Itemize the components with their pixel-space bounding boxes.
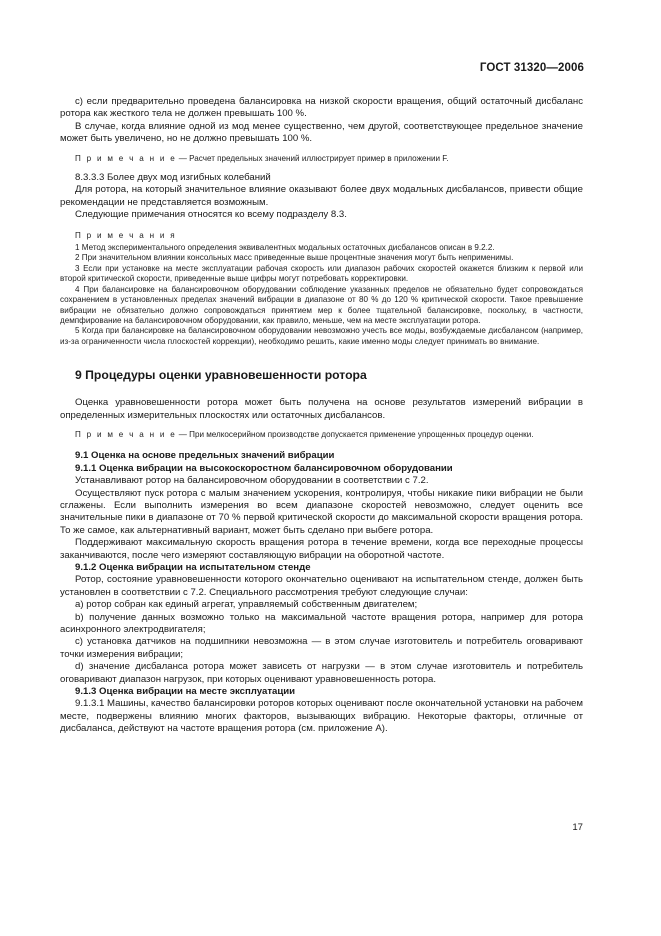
note (60, 154, 583, 164)
list-item-b: b) получение данных возможно только на максимальной частоте вращения ротора, например для ротора асинхронного электродвигателя; (60, 611, 583, 636)
subsection-heading-9-1-2: 9.1.2 Оценка вибрации на испытательном стенде (75, 562, 311, 573)
paragraph: 9.1.3.1 Машины, качество балансировки роторов которых оценивают после окончательной установки на рабочем месте, подвержены влиянию многих факторов, вызывающих вибрацию. Некоторые факторы, отличные от дисбаланса, действуют на частоте вращения ротора (см. приложение А). (60, 698, 583, 735)
note-text: — При мелкосерийном производстве допускается применение упрощенных процедур оценки. (176, 429, 534, 439)
paragraph: В случае, когда влияние одной из мод менее существенно, чем другой, соответствующее предельное значение может быть увеличено, но не должно превышать 100 %. (60, 120, 583, 145)
subsection-heading-9-1-1: 9.1.1 Оценка вибрации на высокоскоростном балансировочном оборудовании (75, 462, 453, 474)
paragraph: Устанавливают ротор на балансировочном оборудовании в соответствии с 7.2. (75, 475, 429, 487)
paragraph: Для ротора, на который значительное влияние оказывают более двух модальных дисбалансов, привести общие рекомендации не представляется возможным. (60, 184, 583, 208)
paragraph: Осуществляют пуск ротора с малым значением ускорения, контролируя, чтобы никакие пики вибрации не были сглажены. Если выполнить измерения во всем диапазоне скоростей невозможно, следует оценить все значительные пики в диапазоне от 70 % первой критической скорости до максимальной скорости вращения ротора. То же самое, как альтернативный вариант, может быть сделано при выбеге ротора. (60, 487, 583, 536)
list-item-d: d) значение дисбаланса ротора может зависеть от нагрузки — в этом случае изготовитель и потребитель оговаривают диапазон нагрузок, при которых оценивают уравновешенность ротора. (60, 661, 583, 685)
note-text: — Расчет предельных значений иллюстрирует пример в приложении F. (176, 153, 449, 163)
subsection-heading-9-1: 9.1 Оценка на основе предельных значений вибрации (75, 450, 335, 462)
note-5: 5 Когда при балансировке на балансировочном оборудовании невозможно учесть все моды, возбуждаемые дисбалансом (например, из-за ограниченности числа плоскостей коррекции), необходимо решить, какие именно моды следует принимать во внимание. (60, 326, 583, 346)
page-number: 17 (572, 822, 583, 833)
paragraph: Поддерживают максимальную скорость вращения ротора в течение времени, когда все переходные процессы заканчиваются, после чего измеряют составляющую вибрации на оборотной частоте. (60, 537, 583, 561)
paragraph-c: с) если предварительно проведена балансировка на низкой скорости вращения, общий остаточный дисбаланс ротора как жесткого тела не должен превышать 100 %. (60, 96, 583, 120)
note-3: 3 Если при установке на месте эксплуатации рабочая скорость или диапазон рабочих скоростей окажется близким к первой или второй критической скорости, приведенные выше цифры могут потребовать корректировки. (60, 263, 583, 284)
section-heading-9: 9 Процедуры оценки уравновешенности ротора (75, 368, 367, 383)
subsection-heading-8-3-3-3: 8.3.3.3 Более двух мод изгибных колебаний (75, 172, 271, 184)
paragraph: Следующие примечания относятся ко всему подразделу 8.3. (75, 209, 347, 221)
note-4: 4 При балансировке на балансировочном оборудовании соблюдение указанных пределов не обязательно будет сопровождаться сохранением в установленных пределах значений вибрации в диапазоне от 80 % до 120 % критической скорости. Такое превышение вибрации не обязательно должно сопровождаться принятием мер к более тщательной балансировке, поскольку, в частности, демпфирование на балансировочном оборудовании, как правило, меньше, чем на месте эксплуатации ротора. (60, 284, 583, 325)
note-label: П р и м е ч а н и е (75, 429, 177, 439)
note-1: 1 Метод экспериментального определения эквивалентных модальных остаточных дисбалансов описан в 9.2.2. (75, 243, 495, 253)
paragraph: Ротор, состояние уравновешенности которого окончательно оценивают на испытательном стенде, должен быть установлен в соответствии с 7.2. Специального рассмотрения требуют следующие случаи: (60, 574, 583, 598)
note-2: 2 При значительном влиянии консольных масс приведенные выше процентные значения могут быть неприменимы. (75, 253, 514, 263)
list-item-a: а) ротор собран как единый агрегат, управляемый собственным двигателем; (75, 599, 418, 611)
subsection-heading-9-1-3: 9.1.3 Оценка вибрации на месте эксплуатации (75, 686, 296, 698)
page-content (60, 96, 583, 736)
standard-header: ГОСТ 31320—2006 (479, 62, 584, 74)
note (60, 430, 583, 440)
note-label: П р и м е ч а н и е (75, 153, 177, 163)
notes-label: П р и м е ч а н и я (75, 230, 177, 240)
list-item-c: с) установка датчиков на подшипники невозможна — в этом случае изготовитель и потребитель оговаривают точки измерения вибрации; (60, 636, 583, 660)
paragraph: Оценка уравновешенности ротора может быть получена на основе результатов измерений вибрации в определенных измерительных плоскостях или остаточных дисбалансов. (60, 397, 583, 421)
